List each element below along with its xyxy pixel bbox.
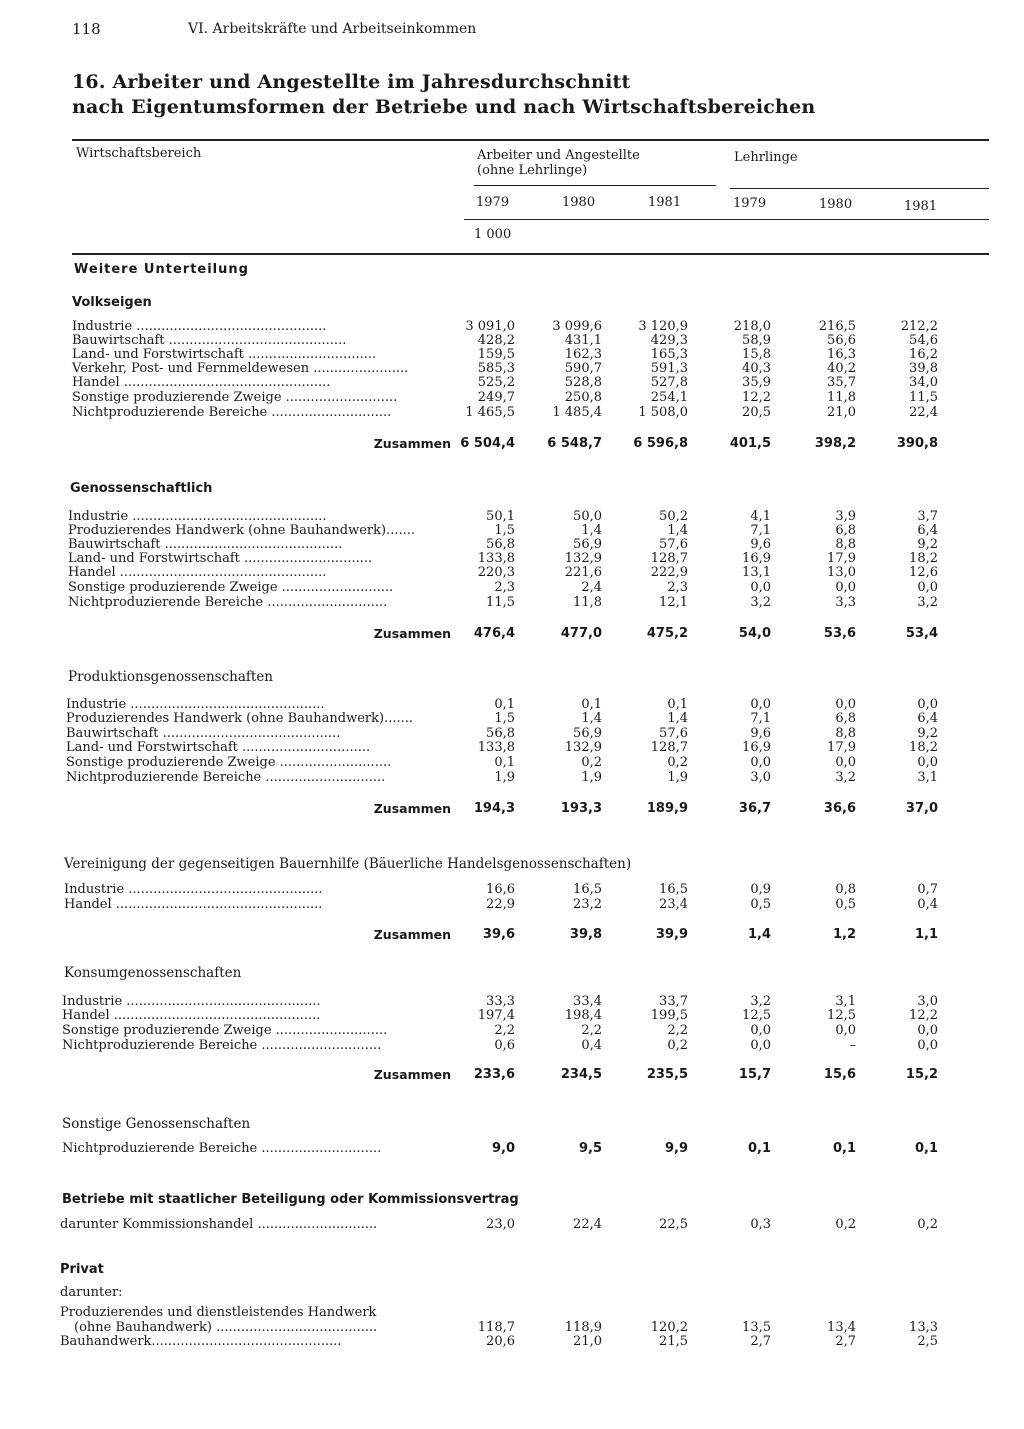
- table-row: Industrie ............................................... 50,1 50,0 50,2 4,1 3,9 3,7: [68, 509, 938, 524]
- col-head-group1: Arbeiter und Angestellte: [477, 148, 640, 163]
- table-row: Bauwirtschaft ........................................... 428,2 431,1 429,3 58,9 56,6 54,6: [72, 333, 938, 348]
- table-row: Land- und Forstwirtschaft ............................... 159,5 162,3 165,3 15,8 16,3 16,2: [72, 347, 938, 362]
- section-title: Genossenschaftlich: [70, 481, 213, 496]
- section-title: Vereinigung der gegenseitigen Bauernhilfe (Bäuerliche Handelsgenossenschaften): [64, 856, 632, 872]
- total-row: Zusammen 194,3 193,3 189,9 36,7 36,6 37,0: [373, 801, 938, 816]
- top-rule: [72, 139, 989, 141]
- table-row: Nichtproduzierende Bereiche ............................. 0,6 0,4 0,2 0,0 – 0,0: [62, 1038, 938, 1053]
- section-title: Konsumgenossenschaften: [64, 965, 242, 981]
- table-row: Sonstige produzierende Zweige ........................... 2,3 2,4 2,3 0,0 0,0 0,0: [68, 580, 938, 595]
- years-rule: [464, 219, 989, 220]
- table-row: Handel .................................................. 197,4 198,4 199,5 12,5 12,5 12,2: [62, 1008, 938, 1023]
- unit-label: 1 000: [474, 227, 512, 242]
- header-bottom-rule: [72, 253, 989, 255]
- section-title: Betriebe mit staatlicher Beteiligung oder Kommissionsvertrag: [62, 1192, 519, 1207]
- page-number: 118: [72, 20, 101, 38]
- section-title: Privat: [60, 1262, 104, 1277]
- group1-rule: [474, 185, 716, 186]
- section-title: Sonstige Genossenschaften: [62, 1116, 251, 1132]
- table-row: Bauwirtschaft ........................................... 56,8 56,9 57,6 9,6 8,8 9,2: [68, 537, 938, 552]
- section-title: Volkseigen: [72, 295, 152, 310]
- table-row: Verkehr, Post- und Fernmeldewesen ....................... 585,3 590,7 591,3 40,3 40,2 39,8: [72, 361, 938, 376]
- total-row: Zusammen 476,4 477,0 475,2 54,0 53,6 53,4: [373, 626, 938, 641]
- col-year-4: 1979: [733, 196, 767, 211]
- table-row: Nichtproduzierende Bereiche ............................. 1 465,5 1 485,4 1 508,0 20,5 21,0 22,4: [72, 405, 938, 420]
- col-head-group1-sub: (ohne Lehrlinge): [477, 163, 588, 178]
- table-row: Land- und Forstwirtschaft ............................... 133,8 132,9 128,7 16,9 17,9 18,2: [66, 740, 938, 755]
- table-row: Nichtproduzierende Bereiche ............................. 9,0 9,5 9,9 0,1 0,1 0,1: [62, 1141, 938, 1156]
- total-row: Zusammen 39,6 39,8 39,9 1,4 1,2 1,1: [373, 927, 938, 942]
- table-row: (ohne Bauhandwerk) ....................................... 118,7 118,9 120,2 13,5 13,4 13,3: [74, 1320, 938, 1335]
- row-label-line1: Produzierendes und dienstleistendes Handwerk: [60, 1305, 377, 1320]
- chapter-title: VI. Arbeitskräfte und Arbeitseinkommen: [188, 21, 477, 37]
- table-row: Industrie ............................................... 0,1 0,1 0,1 0,0 0,0 0,0: [66, 697, 938, 712]
- table-row: Industrie ............................................... 16,6 16,5 16,5 0,9 0,8 0,7: [64, 882, 938, 897]
- table-title-line2: nach Eigentumsformen der Betriebe und nach Wirtschaftsbereichen: [72, 96, 816, 118]
- section-title: Produktionsgenossenschaften: [68, 669, 274, 685]
- table-row: Nichtproduzierende Bereiche ............................. 1,9 1,9 1,9 3,0 3,2 3,1: [66, 770, 938, 785]
- total-row: Zusammen 233,6 234,5 235,5 15,7 15,6 15,2: [373, 1067, 938, 1082]
- col-head-wirtschaftsbereich: Wirtschaftsbereich: [76, 146, 202, 161]
- table-row: Produzierendes Handwerk (ohne Bauhandwerk)....... 1,5 1,4 1,4 7,1 6,8 6,4: [68, 523, 938, 538]
- table-row: Bauwirtschaft ........................................... 56,8 56,9 57,6 9,6 8,8 9,2: [66, 726, 938, 741]
- table-row: Nichtproduzierende Bereiche ............................. 11,5 11,8 12,1 3,2 3,3 3,2: [68, 595, 938, 610]
- col-year-3: 1981: [648, 195, 682, 210]
- col-year-2: 1980: [562, 195, 596, 210]
- table-row: Sonstige produzierende Zweige ........................... 2,2 2,2 2,2 0,0 0,0 0,0: [62, 1023, 938, 1038]
- col-head-group2: Lehrlinge: [734, 150, 798, 165]
- table-row: Handel .................................................. 22,9 23,2 23,4 0,5 0,5 0,4: [64, 897, 938, 912]
- subheading: Weitere Unterteilung: [74, 262, 249, 277]
- table-row: Sonstige produzierende Zweige ........................... 0,1 0,2 0,2 0,0 0,0 0,0: [66, 755, 938, 770]
- table-row: Sonstige produzierende Zweige ........................... 249,7 250,8 254,1 12,2 11,8 11,5: [72, 390, 938, 405]
- table-row: Industrie .............................................. 3 091,0 3 099,6 3 120,9 218,0 216,5 212,2: [72, 319, 938, 334]
- table-title-line1: 16. Arbeiter und Angestellte im Jahresdurchschnitt: [72, 71, 631, 93]
- col-year-5: 1980: [819, 197, 853, 212]
- group2-rule: [730, 188, 989, 189]
- col-year-6: 1981: [904, 199, 938, 214]
- table-row: darunter Kommissionshandel ............................. 23,0 22,4 22,5 0,3 0,2 0,2: [60, 1217, 938, 1232]
- table-row: Handel .................................................. 525,2 528,8 527,8 35,9 35,7 34,0: [72, 375, 938, 390]
- table-row: Bauhandwerk.............................................. 20,6 21,0 21,5 2,7 2,7 2,5: [60, 1334, 938, 1349]
- col-year-1: 1979: [476, 195, 510, 210]
- total-row: Zusammen 6 504,4 6 548,7 6 596,8 401,5 398,2 390,8: [373, 436, 938, 451]
- darunter-label: darunter:: [60, 1285, 123, 1300]
- table-row: Land- und Forstwirtschaft ............................... 133,8 132,9 128,7 16,9 17,9 18,2: [68, 551, 938, 566]
- table-row: Handel .................................................. 220,3 221,6 222,9 13,1 13,0 12,6: [68, 565, 938, 580]
- table-row: Industrie ............................................... 33,3 33,4 33,7 3,2 3,1 3,0: [62, 994, 938, 1009]
- table-row: Produzierendes Handwerk (ohne Bauhandwerk)....... 1,5 1,4 1,4 7,1 6,8 6,4: [66, 711, 938, 726]
